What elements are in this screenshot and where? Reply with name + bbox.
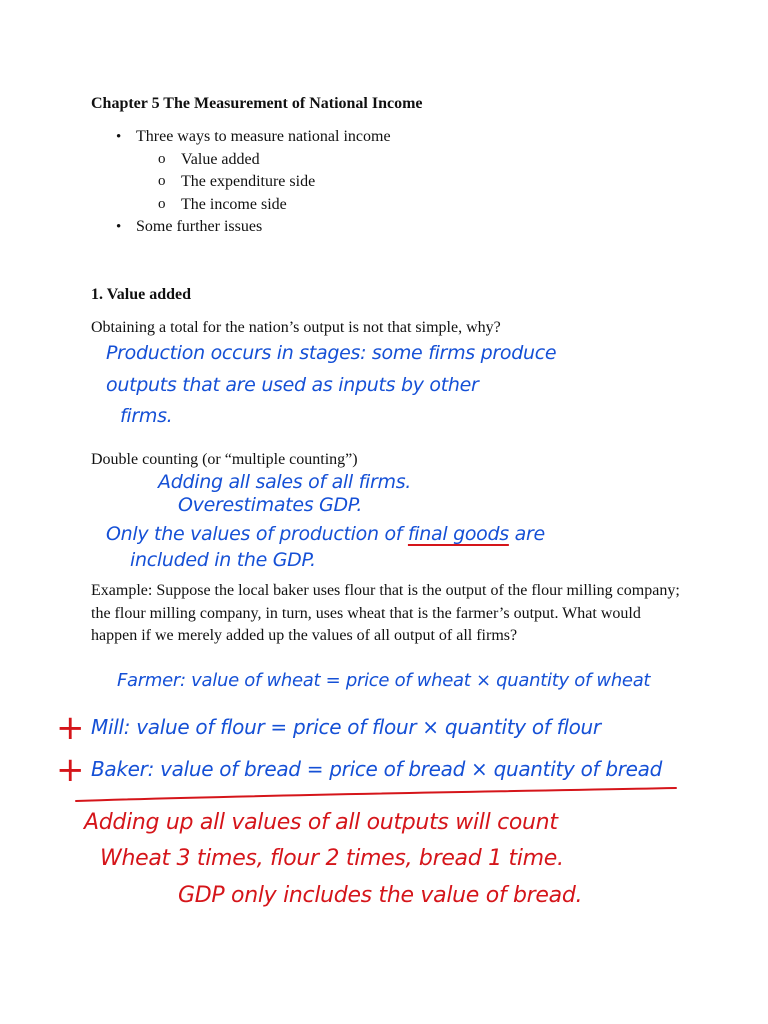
mill-equation: Mill: value of flour = price of flour × quantity of flour	[91, 715, 601, 739]
handwritten-dc-line-1: Adding all sales of all firms.	[158, 471, 412, 493]
conclusion-line-1: Adding up all values of all outputs will count	[84, 810, 558, 835]
outline-subitem-value-added: o Value added	[112, 149, 391, 172]
handwritten-answer-line-2: outputs that are used as inputs by other	[106, 374, 479, 396]
question-text: Obtaining a total for the nation’s output is not that simple, why?	[91, 319, 501, 336]
only-part-2: are	[514, 523, 545, 545]
only-part-1: Only the values of production of	[106, 523, 403, 545]
example-paragraph: Example: Suppose the local baker uses flour that is the output of the flour milling company; the flour milling company, in turn, uses wheat that is the farmer’s output. What would happen if we merely added up the values of all output of all firms?	[91, 582, 680, 644]
handwritten-answer-line-1: Production occurs in stages: some firms produce	[106, 342, 557, 364]
double-counting-text: Double counting (or “multiple counting”)	[91, 451, 358, 468]
baker-equation: Baker: value of bread = price of bread × quantity of bread	[91, 757, 663, 781]
outline-subitem-income: o The income side	[112, 194, 391, 217]
outline-item-ways: • Three ways to measure national income	[112, 126, 391, 149]
outline-subitem-expenditure: o The expenditure side	[112, 171, 391, 194]
handwritten-only-line-1	[106, 523, 545, 545]
handwritten-answer-line-3: firms.	[120, 405, 173, 427]
outline-list	[112, 126, 391, 239]
handwritten-only-line-2: included in the GDP.	[130, 549, 316, 571]
handwritten-dc-line-2: Overestimates GDP.	[178, 494, 363, 516]
conclusion-line-2: Wheat 3 times, flour 2 times, bread 1 time.	[100, 846, 564, 871]
chapter-title: Chapter 5 The Measurement of National Income	[91, 95, 423, 112]
final-goods-underlined: final goods	[407, 523, 509, 545]
plus-sign-baker: +	[56, 750, 85, 790]
farmer-equation: Farmer: value of wheat = price of wheat × quantity of wheat	[117, 670, 651, 691]
outline-item-further-issues: • Some further issues	[112, 216, 391, 239]
plus-sign-mill: +	[56, 708, 85, 748]
section-heading-value-added: 1. Value added	[91, 286, 192, 303]
conclusion-line-3: GDP only includes the value of bread.	[178, 883, 583, 908]
